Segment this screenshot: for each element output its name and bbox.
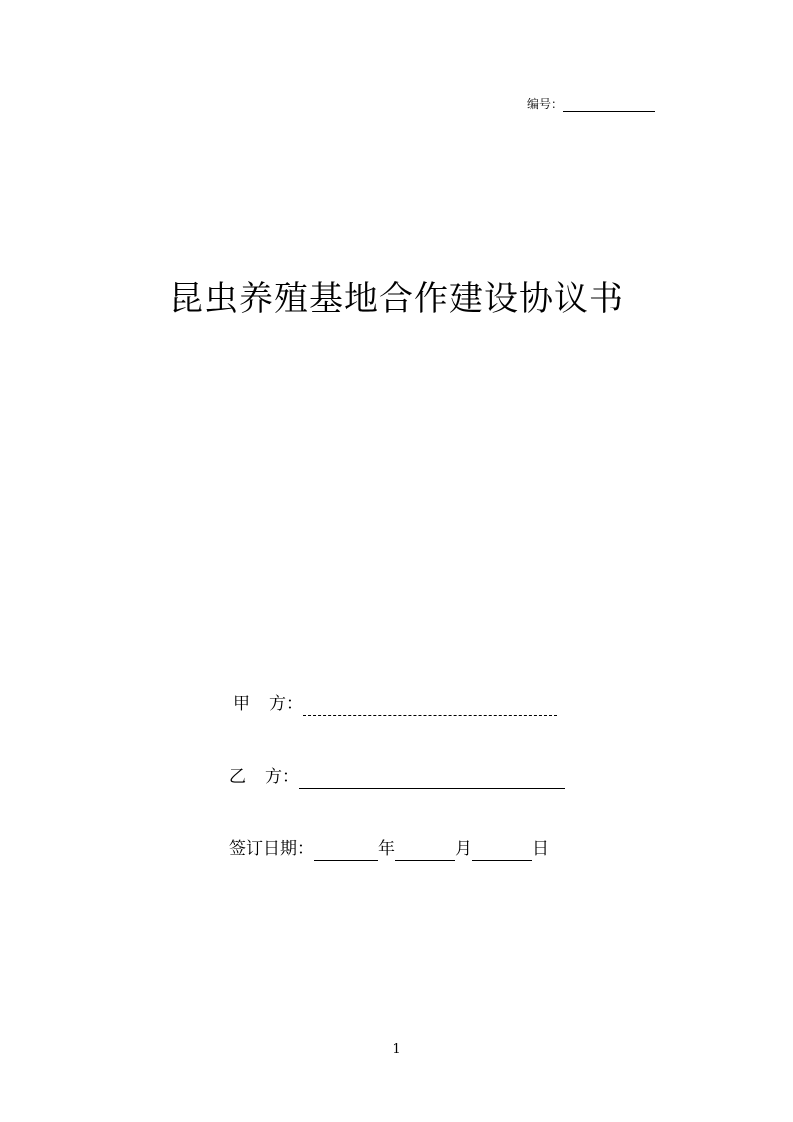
serial-number-blank — [563, 98, 655, 112]
signing-day-blank — [472, 842, 532, 861]
serial-number-field — [527, 96, 655, 112]
signing-year-label: 年 — [378, 839, 395, 859]
page-number: 1 — [392, 1042, 401, 1057]
party-b-label-first: 乙 — [229, 767, 246, 787]
signing-month-blank — [395, 842, 455, 861]
signing-date-field — [229, 837, 549, 861]
party-a-label-second: 方： — [269, 694, 303, 714]
party-a-field — [233, 692, 557, 716]
party-a-blank — [303, 697, 557, 716]
signing-date-label: 签订日期： — [229, 839, 314, 859]
signing-year-blank — [314, 842, 378, 861]
party-b-field — [229, 765, 565, 789]
serial-number-label: 编号： — [527, 97, 564, 111]
party-a-label-first: 甲 — [233, 694, 250, 714]
signing-day-label: 日 — [532, 839, 549, 859]
party-b-label-second: 方： — [265, 767, 299, 787]
party-b-blank — [299, 770, 565, 789]
signing-month-label: 月 — [455, 839, 472, 859]
document-title: 昆虫养殖基地合作建设协议书 — [169, 279, 624, 319]
